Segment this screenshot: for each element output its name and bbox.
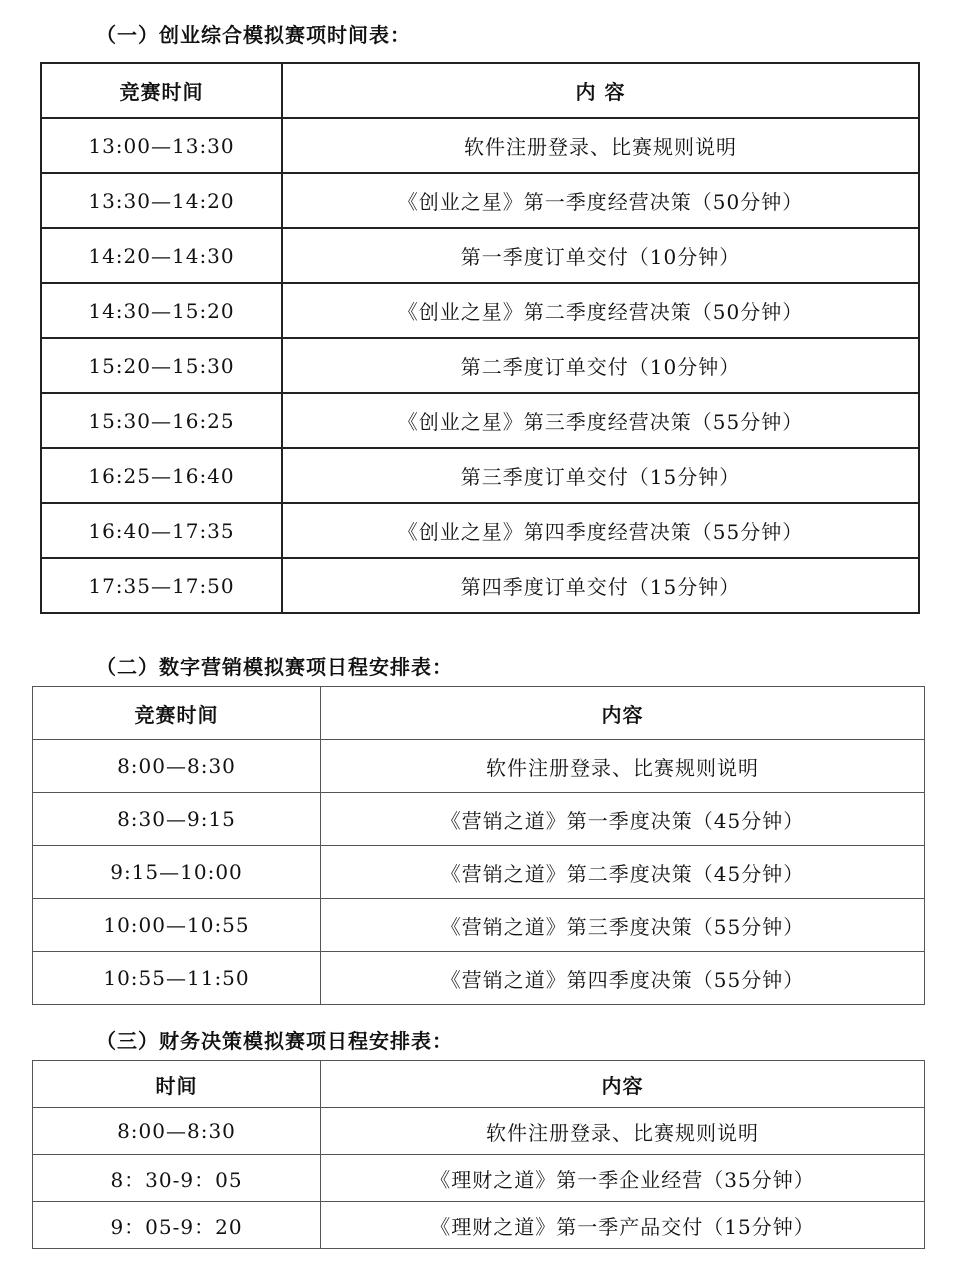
cell-time: 17:35—17:50 [41, 558, 282, 613]
header-content: 内 容 [282, 63, 919, 118]
header-time: 时间 [33, 1061, 321, 1108]
cell-content: 软件注册登录、比赛规则说明 [282, 118, 919, 173]
cell-content: 《理财之道》第一季产品交付（15分钟） [321, 1202, 925, 1249]
table-row [33, 740, 925, 793]
cell-time: 8:30—9:15 [33, 793, 321, 846]
table-row [41, 503, 919, 558]
cell-content: 软件注册登录、比赛规则说明 [321, 1108, 925, 1155]
cell-time: 10:00—10:55 [33, 899, 321, 952]
cell-content: 《理财之道》第一季企业经营（35分钟） [321, 1155, 925, 1202]
cell-time: 9：05-9：20 [33, 1202, 321, 1249]
cell-content: 《营销之道》第三季度决策（55分钟） [321, 899, 925, 952]
table-row [33, 952, 925, 1005]
section-1-title: （一）创业综合模拟赛项时间表： [96, 23, 411, 47]
table-row [33, 1202, 925, 1249]
cell-content: 《创业之星》第四季度经营决策（55分钟） [282, 503, 919, 558]
table-row [41, 283, 919, 338]
cell-content: 第一季度订单交付（10分钟） [282, 228, 919, 283]
table-row [41, 393, 919, 448]
cell-content: 《营销之道》第二季度决策（45分钟） [321, 846, 925, 899]
table-row [41, 228, 919, 283]
table-row [33, 793, 925, 846]
table-header-row [33, 687, 925, 740]
header-content: 内容 [321, 1061, 925, 1108]
cell-time: 8:00—8:30 [33, 1108, 321, 1155]
cell-content: 《创业之星》第二季度经营决策（50分钟） [282, 283, 919, 338]
table-row [41, 338, 919, 393]
cell-content: 软件注册登录、比赛规则说明 [321, 740, 925, 793]
table-header-row [41, 63, 919, 118]
cell-time: 13:30—14:20 [41, 173, 282, 228]
table-header-row [33, 1061, 925, 1108]
schedule-table-1 [40, 62, 920, 614]
cell-time: 16:25—16:40 [41, 448, 282, 503]
table-row [33, 1155, 925, 1202]
table-row [41, 558, 919, 613]
schedule-table-3 [32, 1060, 925, 1249]
cell-time: 16:40—17:35 [41, 503, 282, 558]
cell-time: 9:15—10:00 [33, 846, 321, 899]
cell-time: 8：30-9：05 [33, 1155, 321, 1202]
table-row [33, 899, 925, 952]
table-row [33, 1108, 925, 1155]
cell-time: 15:30—16:25 [41, 393, 282, 448]
cell-time: 14:20—14:30 [41, 228, 282, 283]
table-row [41, 118, 919, 173]
cell-time: 13:00—13:30 [41, 118, 282, 173]
table-row [33, 846, 925, 899]
cell-time: 8:00—8:30 [33, 740, 321, 793]
header-time: 竞赛时间 [41, 63, 282, 118]
cell-time: 10:55—11:50 [33, 952, 321, 1005]
cell-content: 第四季度订单交付（15分钟） [282, 558, 919, 613]
cell-content: 《创业之星》第三季度经营决策（55分钟） [282, 393, 919, 448]
cell-time: 15:20—15:30 [41, 338, 282, 393]
cell-content: 《营销之道》第一季度决策（45分钟） [321, 793, 925, 846]
table-row [41, 448, 919, 503]
cell-time: 14:30—15:20 [41, 283, 282, 338]
cell-content: 《营销之道》第四季度决策（55分钟） [321, 952, 925, 1005]
table-row [41, 173, 919, 228]
header-time: 竞赛时间 [33, 687, 321, 740]
section-3-title: （三）财务决策模拟赛项日程安排表： [96, 1029, 453, 1053]
cell-content: 第三季度订单交付（15分钟） [282, 448, 919, 503]
header-content: 内容 [321, 687, 925, 740]
schedule-table-2 [32, 686, 925, 1005]
cell-content: 《创业之星》第一季度经营决策（50分钟） [282, 173, 919, 228]
cell-content: 第二季度订单交付（10分钟） [282, 338, 919, 393]
section-2-title: （二）数字营销模拟赛项日程安排表： [96, 655, 453, 679]
